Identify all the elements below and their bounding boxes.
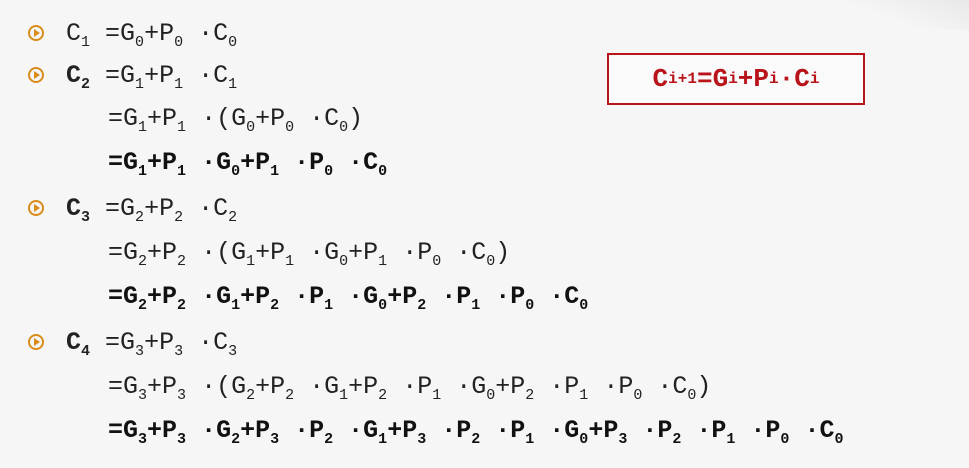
bullet-icon: [28, 67, 44, 83]
equation-c2-expand: $=G_1+P_1 \cdot(G_0+P_0 \cdot C_0)$: [108, 104, 364, 136]
equation-c1: $C_1 =G_0+P_0 \cdot C_0$: [66, 19, 238, 51]
bullet-icon: [28, 200, 44, 216]
equation-c3-result: $=G_2+P_2 \cdot G_1+P_2 \cdot P_1 \cdot G_0+P_2 \cdot P_1 \cdot P_0 \cdot C_0$: [108, 282, 589, 314]
equation-c4: $C_4 =G_3+P_3 \cdot C_3$: [66, 328, 238, 360]
equation-c4-expand: $=G_3+P_3 \cdot(G_2+P_2 \cdot G_1+P_2 \cdot P_1 \cdot G_0+P_2 \cdot P_1 \cdot P_0 \cdot C_0)$: [108, 372, 712, 404]
equation-c2: $C_2 =G_1+P_1 \cdot C_1$: [66, 61, 238, 93]
equation-c4-result: $=G_3+P_3 \cdot G_2+P_3 \cdot P_2 \cdot G_1+P_3 \cdot P_2 \cdot P_1 \cdot G_0+P_3 \cdot P_2 \cdot P_1 \cdot P_0 \cdot C_0$: [108, 416, 844, 448]
equation-c3-expand: $=G_2+P_2 \cdot(G_1+P_1 \cdot G_0+P_1 \cdot P_0 \cdot C_0)$: [108, 238, 511, 270]
bullet-icon: [28, 25, 44, 41]
corner-decoration: [829, 0, 969, 30]
general-formula-box: C i+1 =G i +P i ·C i: [607, 53, 865, 105]
equation-c2-result: $=G_1+P_1 \cdot G_0+P_1 \cdot P_0 \cdot C_0$: [108, 148, 388, 180]
equation-c3: $C_3 =G_2+P_2 \cdot C_2$: [66, 194, 238, 226]
bullet-icon: [28, 334, 44, 350]
